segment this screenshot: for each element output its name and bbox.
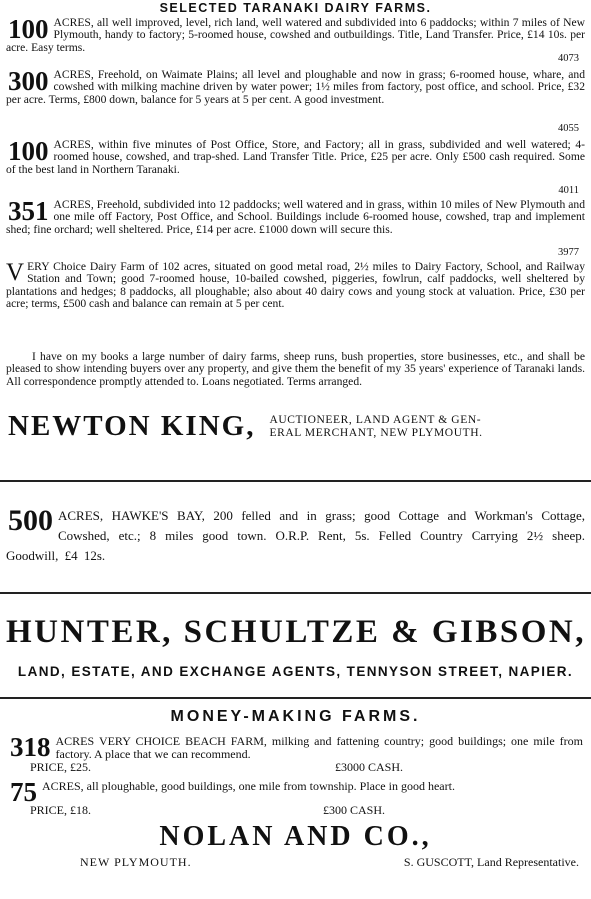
advertiser-title bbox=[269, 414, 482, 441]
ad-heading: MONEY-MAKING FARMS. bbox=[170, 708, 421, 725]
hawkes-bay-advertisement bbox=[0, 506, 591, 566]
price-row bbox=[8, 761, 583, 774]
listing-entry bbox=[6, 196, 585, 261]
advertiser-representative: S. GUSCOTT, Land Representative. bbox=[403, 855, 579, 869]
price-row bbox=[8, 804, 583, 817]
listing-text: ACRES, within five minutes of Post Office, Store, and Factory; all in grass, subdivided and well watered; 4-roomed house, cowshed, and trap-shed. Land Transfer Title. Price, £25 per acre. Only £500 cash required. Some of the best land in Northern Taranaki. bbox=[6, 138, 585, 176]
ad-heading: SELECTED TARANAKI DAIRY FARMS. bbox=[159, 1, 432, 15]
listing-entry bbox=[6, 506, 585, 566]
listing-text: ACRES VERY CHOICE BEACH FARM, milking and fattening country; good buildings; one mile from factory. A place that we can recommend. bbox=[55, 734, 583, 761]
listing-ref: 3977 bbox=[558, 246, 579, 258]
listing-text: ACRES, all well improved, level, rich land, well watered and subdivided into 6 paddocks; within 7 miles of New Plymouth, handy to factory; 5-roomed house, cowshed and outbuildings. Title, Land Transfer. Price, £14 10s. per acre. Easy terms. bbox=[6, 16, 585, 54]
newton-king-advertisement bbox=[0, 0, 591, 441]
title-line: AUCTIONEER, LAND AGENT & GEN- bbox=[269, 414, 482, 426]
acreage-number: 300 bbox=[8, 66, 49, 96]
price-text: PRICE, £25. bbox=[30, 760, 92, 774]
column-rule bbox=[0, 592, 591, 594]
listing-entry bbox=[6, 14, 585, 69]
advertiser-footer bbox=[80, 855, 579, 869]
listing-text: ACRES, Freehold, subdivided into 12 paddocks; well watered and in grass, within 10 miles of New Plymouth and one mile off Factory, Post Office, and School. Buildings include 6-roomed house, cowshed, trap and implement shed; fine orchard; well sheltered. Price, £14 per acre. £1000 down will secure this. bbox=[6, 198, 585, 236]
acreage-number: 100 bbox=[8, 136, 49, 166]
listing-entry bbox=[6, 66, 585, 139]
price-text: PRICE, £18. bbox=[30, 803, 92, 817]
column-rule bbox=[0, 697, 591, 699]
listing-text: ACRES, all ploughable, good buildings, one mile from township. Place in good heart. bbox=[42, 779, 455, 793]
advertiser-name: HUNTER, SCHULTZE & GIBSON, bbox=[6, 614, 586, 650]
listing-entry bbox=[8, 732, 583, 774]
acreage-number: 318 bbox=[10, 732, 51, 762]
acreage-number: 351 bbox=[8, 196, 49, 226]
listing-entry bbox=[8, 777, 583, 817]
dairy-farm-listing bbox=[6, 261, 585, 351]
advertiser-signature bbox=[8, 405, 585, 441]
drop-cap: V bbox=[6, 259, 25, 286]
advertiser-town: NEW PLYMOUTH. bbox=[80, 855, 192, 869]
acreage-number: 75 bbox=[10, 777, 37, 807]
cash-text: £300 CASH. bbox=[322, 803, 385, 817]
title-line: ERAL MERCHANT, NEW PLYMOUTH. bbox=[269, 426, 483, 439]
listing-ref: 4011 bbox=[558, 184, 579, 196]
nolan-advertisement bbox=[0, 707, 591, 869]
listing-text: ACRES, Freehold, on Waimate Plains; all level and ploughable and now in grass; 6-roomed house, whare, and cowshed with milking machine driven by water power; 1½ miles from factory, post office, and school. Price, £32 per acre. Terms, £800 down, balance for 5 years at 5 per cent. A good investment. bbox=[6, 68, 585, 106]
advertiser-subtitle: LAND, ESTATE, AND EXCHANGE AGENTS, TENNYSON STREET, NAPIER. bbox=[17, 664, 574, 679]
listing-entry bbox=[6, 136, 585, 199]
column-rule bbox=[0, 480, 591, 482]
listing-text: ACRES, HAWKE'S BAY, 200 felled and in grass; good Cottage and Workman's Cottage, Cowshed, etc.; 8 miles good town. O.R.P. Rent, 5s. Felled Country Carrying 2½ sheep. Goodwill, £4 12s. bbox=[6, 508, 585, 563]
closing-paragraph: I have on my books a large number of dairy farms, sheep runs, bush properties, store businesses, etc., and shall be pleased to show intending buyers over any property, and give them the benefit of my 35 years' experience of Taranaki lands. All correspondence promptly attended to. Loans negotiated. Terms arranged. bbox=[6, 350, 585, 388]
advertiser-name: NEWTON KING, bbox=[8, 410, 256, 442]
hunter-schultze-gibson-advertisement bbox=[0, 614, 591, 680]
listing-ref: 4073 bbox=[558, 52, 579, 64]
advertiser-name: NOLAN AND CO., bbox=[159, 821, 432, 852]
cash-text: £3000 CASH. bbox=[334, 760, 403, 774]
acreage-number: 100 bbox=[8, 14, 49, 44]
listing-ref: 4055 bbox=[558, 122, 579, 134]
listing-text: ERY Choice Dairy Farm of 102 acres, situated on good metal road, 2½ miles to Dairy Factory, School, and Railway Station and Town; good 7-roomed house, 10-bailed cowshed, piggeries, fowlrun, calf paddocks, well sheltered by plantations and hedges; 8 paddocks, all ploughable; also about 40 dairy cows and young stock at valuation. Price, £30 per acre; terms, £500 cash and balance can remain at 5 per cent. bbox=[6, 260, 585, 311]
acreage-number: 500 bbox=[8, 504, 53, 537]
